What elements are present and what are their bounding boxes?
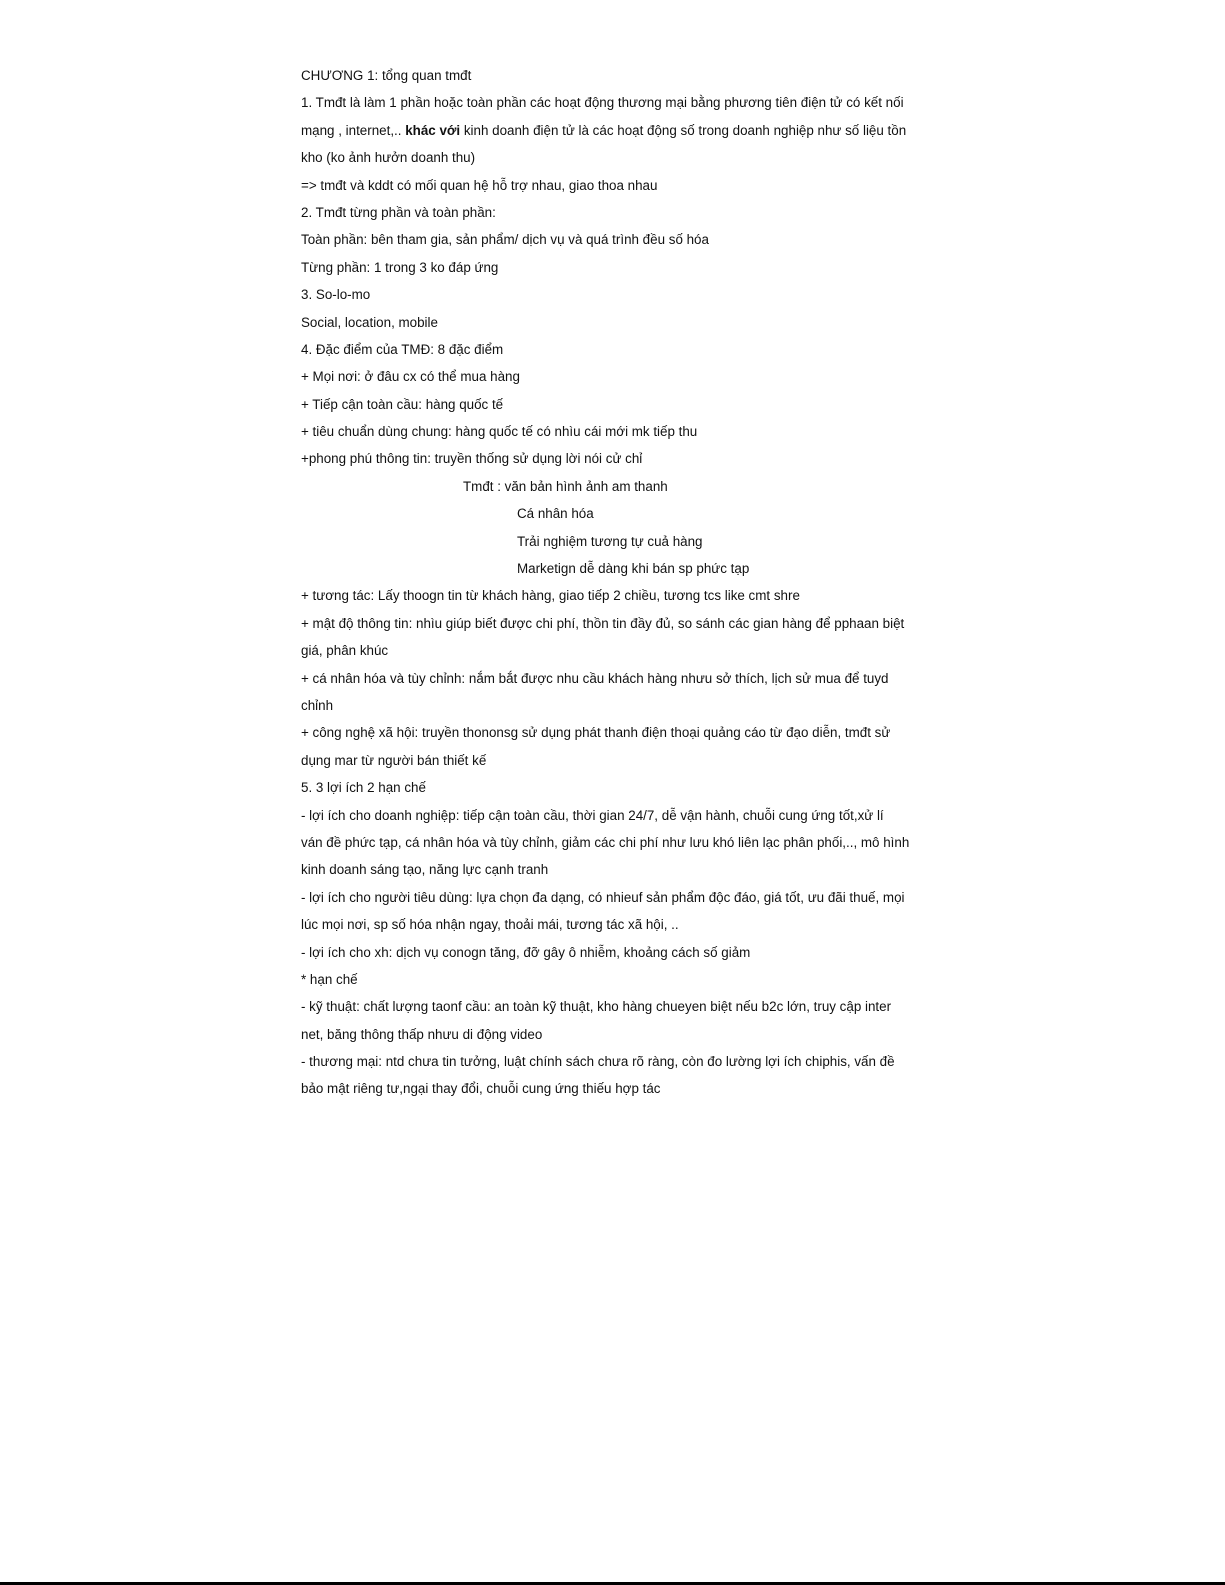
paragraph-line: bảo mật riêng tư,ngại thay đổi, chuỗi cung ứng thiếu hợp tác [301, 1081, 661, 1097]
paragraph-line: 1. Tmđt là làm 1 phần hoặc toàn phần các hoạt động thương mại bằng phương tiên điện tử có kết nối [301, 95, 904, 111]
section-heading: 5. 3 lợi ích 2 hạn chế [301, 780, 426, 796]
section-heading: 4. Đặc điểm của TMĐ: 8 đặc điểm [301, 341, 504, 357]
paragraph-line: => tmđt và kddt có mối quan hệ hỗ trợ nhau, giao thoa nhau [301, 177, 658, 193]
chapter-title: CHƯƠNG 1: tổng quan tmđt [301, 68, 472, 83]
list-item: + tiêu chuẩn dùng chung: hàng quốc tế có nhìu cái mới mk tiếp thu [301, 424, 698, 440]
list-item: - lợi ích cho xh: dịch vụ conogn tăng, đỡ gây ô nhiễm, khoảng cách số giảm [301, 944, 751, 960]
document-body [301, 62, 931, 1103]
indented-line: Tmđt : văn bản hình ảnh am thanh [463, 478, 668, 494]
paragraph-line: giá, phân khúc [301, 643, 389, 659]
list-item: - thương mại: ntd chưa tin tưởng, luật chính sách chưa rõ ràng, còn đo lường lợi ích chiphis, vấn đề [301, 1054, 895, 1070]
list-item: +phong phú thông tin: truyền thống sử dụng lời nói cử chỉ [301, 451, 643, 467]
subheading: * hạn chế [301, 971, 358, 987]
paragraph-line: lúc mọi nơi, sp số hóa nhận ngay, thoải mái, tương tác xã hội, .. [301, 917, 679, 933]
indented-line: Trải nghiệm tương tự cuả hàng [517, 533, 703, 549]
bold-text: khác với [405, 122, 461, 138]
paragraph-line: Social, location, mobile [301, 314, 438, 330]
list-item: + Mọi nơi: ở đâu cx có thể mua hàng [301, 369, 520, 385]
paragraph-line: kho (ko ảnh hưởn doanh thu) [301, 150, 476, 166]
paragraph-line: ván đề phức tạp, cá nhân hóa và tùy chỉnh, giảm các chi phí như lưu khó liên lạc phân phối,.., mô hình [301, 834, 910, 850]
list-item: + tương tác: Lấy thoogn tin từ khách hàng, giao tiếp 2 chiều, tương tcs like cmt shre [301, 588, 800, 604]
list-item: - lợi ích cho doanh nghiệp: tiếp cận toàn cầu, thời gian 24/7, dễ vận hành, chuỗi cung ứng tốt,xử lí [301, 807, 884, 823]
text-run: mạng , internet,.. [301, 122, 406, 138]
list-item: + mật độ thông tin: nhìu giúp biết được chi phí, thồn tin đầy đủ, so sánh các gian hàng để pphaan biệt [301, 615, 905, 631]
paragraph-line [301, 117, 931, 144]
list-item: - kỹ thuật: chất lượng taonf cầu: an toàn kỹ thuật, kho hàng chueyen biệt nếu b2c lớn, truy cập inter [301, 999, 892, 1015]
list-item: + cá nhân hóa và tùy chỉnh: nắm bắt được nhu cầu khách hàng nhưu sở thích, lịch sử mua để tuyd [301, 670, 889, 686]
list-item: + công nghệ xã hội: truyền thononsg sử dụng phát thanh điện thoại quảng cáo từ đạo diễn, tmđt sử [301, 725, 891, 741]
paragraph-line: Toàn phần: bên tham gia, sản phẩm/ dịch vụ và quá trình đều số hóa [301, 232, 709, 248]
section-heading: 2. Tmđt từng phần và toàn phần: [301, 204, 496, 220]
paragraph-line: net, băng thông thấp nhưu di động video [301, 1026, 543, 1042]
indented-line: Cá nhân hóa [517, 506, 594, 522]
list-item: - lợi ích cho người tiêu dùng: lựa chọn đa dạng, có nhieuf sản phẩm độc đáo, giá tốt, ưu đãi thuế, mọi [301, 889, 905, 905]
text-run: kinh doanh điện tử là các hoạt động số trong doanh nghiệp như số liệu tồn [460, 122, 907, 138]
paragraph-line: chỉnh [301, 697, 334, 713]
indented-line: Marketign dễ dàng khi bán sp phức tạp [517, 561, 750, 577]
paragraph-line: Từng phần: 1 trong 3 ko đáp ứng [301, 259, 499, 275]
paragraph-line: kinh doanh sáng tạo, năng lực cạnh tranh [301, 862, 549, 878]
section-heading: 3. So-lo-mo [301, 287, 371, 303]
list-item: + Tiếp cận toàn cầu: hàng quốc tế [301, 396, 504, 412]
paragraph-line: dụng mar từ người bán thiết kế [301, 752, 487, 768]
